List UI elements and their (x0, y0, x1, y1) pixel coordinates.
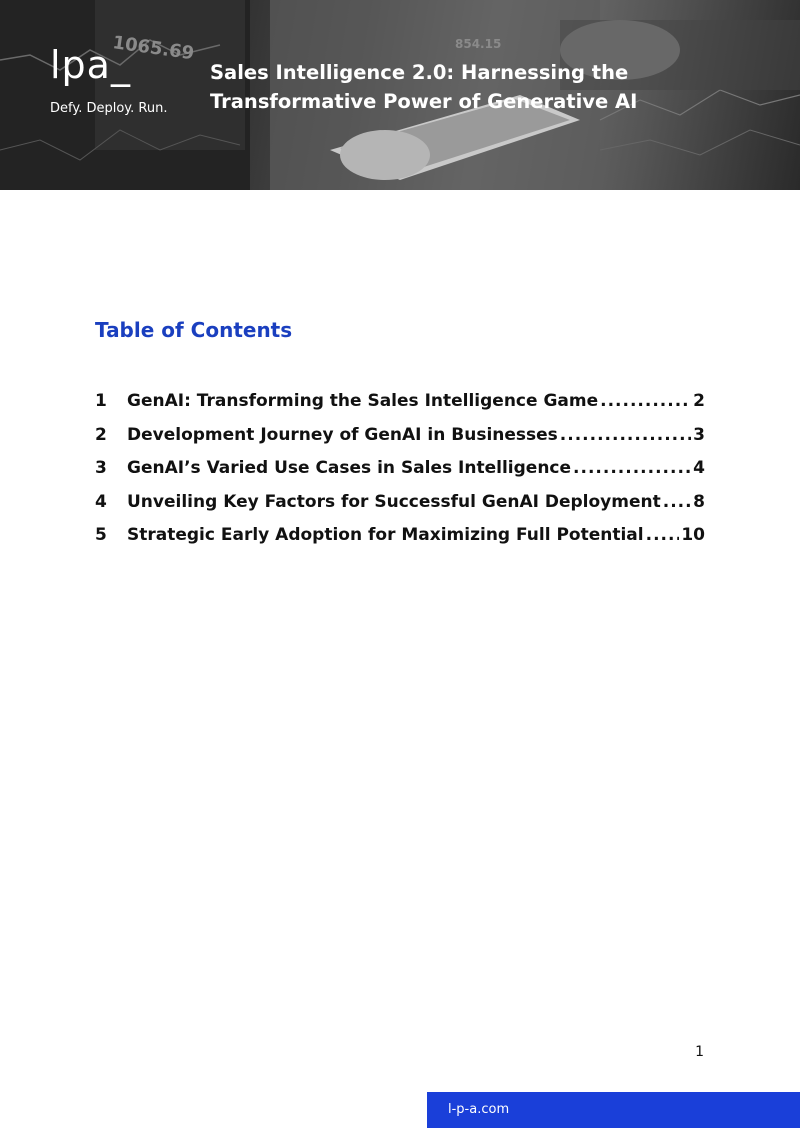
toc-leader-dots (646, 525, 680, 545)
toc-entry-title[interactable]: GenAI’s Varied Use Cases in Sales Intelligence (127, 458, 572, 479)
toc-list (95, 391, 705, 559)
toc-heading: Table of Contents (95, 318, 293, 342)
toc-entry-number: 4 (95, 491, 107, 512)
toc-entry-title[interactable]: Development Journey of GenAI in Businesses (127, 424, 558, 445)
toc-entry-number: 2 (95, 424, 107, 445)
lpa-logo: lpa_ (50, 43, 131, 87)
toc-entry-number: 1 (95, 391, 107, 411)
toc-leader-dots (560, 425, 691, 445)
footer-bar (427, 1092, 800, 1128)
footer-website-link[interactable]: l-p-a.com (448, 1102, 510, 1117)
toc-entry-number: 3 (95, 458, 107, 479)
toc-entry-page: 3 (693, 424, 705, 445)
background-number-2: 854.15 (455, 37, 502, 51)
toc-entry-title[interactable]: GenAI: Transforming the Sales Intelligence Game (127, 391, 599, 411)
toc-entry-title[interactable]: Strategic Early Adoption for Maximizing Full Potential (127, 525, 644, 546)
toc-entry[interactable] (95, 458, 705, 492)
toc-entry[interactable] (95, 391, 705, 425)
document-title: Sales Intelligence 2.0: Harnessing the Transformative Power of Generative AI (210, 61, 638, 113)
toc-entry-page: 8 (693, 491, 705, 512)
toc-leader-dots (663, 492, 691, 512)
toc-entry-number: 5 (95, 525, 107, 546)
toc-entry-page: 2 (693, 391, 705, 411)
toc-entry-page: 4 (693, 458, 705, 479)
page-number: 1 (695, 1044, 704, 1060)
toc-entry-title[interactable]: Unveiling Key Factors for Successful GenAI Deployment (127, 491, 661, 512)
toc-leader-dots (600, 391, 691, 411)
toc-entry[interactable] (95, 492, 705, 526)
toc-entry[interactable] (95, 425, 705, 459)
toc-leader-dots (573, 458, 691, 478)
toc-entry[interactable] (95, 525, 705, 559)
header-banner (0, 0, 800, 190)
toc-entry-page: 10 (681, 525, 705, 546)
tagline: Defy. Deploy. Run. (50, 101, 168, 116)
background-number-1: 1065.69 (111, 32, 196, 65)
